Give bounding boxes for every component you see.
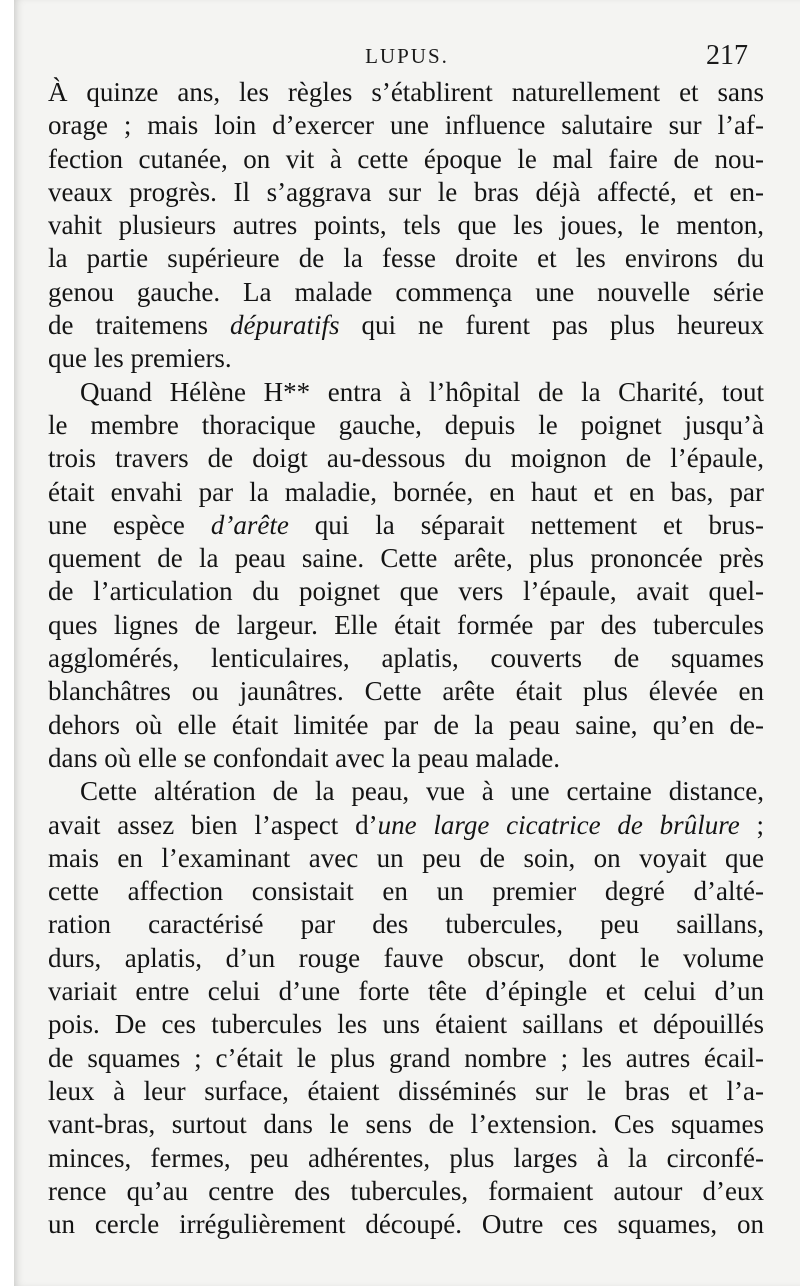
text-line: vahit plusieurs autres points, tels que les joues, le menton, — [48, 210, 764, 241]
paragraph-start: Cette altération de la peau, vue à une certaine distance, — [80, 776, 764, 807]
text-line: avait assez bien l’aspect d’une large cicatrice de brûlure ; — [48, 809, 764, 840]
text-line: trois travers de doigt au-dessous du moignon de l’épaule, — [48, 443, 764, 474]
text-line: de l’articulation du poignet que vers l’épaule, avait quel- — [48, 576, 764, 607]
text-line: de traitemens dépuratifs qui ne furent pas plus heureux — [48, 310, 764, 341]
italic-term: une large cicatrice de brûlure — [377, 809, 740, 840]
text-line: minces, fermes, peu adhérentes, plus larges à la circonfé- — [48, 1142, 764, 1173]
page-number: 217 — [706, 40, 748, 71]
running-title: LUPUS. — [365, 44, 449, 68]
italic-term: d’arête — [210, 509, 289, 540]
text-line: veaux progrès. Il s’aggrava sur le bras déjà affecté, et en- — [48, 176, 764, 207]
text-line: leux à leur surface, étaient disséminés sur le bras et l’a- — [48, 1075, 764, 1106]
text-line: vant-bras, surtout dans le sens de l’extension. Ces squames — [48, 1109, 764, 1140]
text-line: quement de la peau saine. Cette arête, plus prononcée près — [48, 543, 764, 574]
text-line: agglomérés, lenticulaires, aplatis, couverts de squames — [48, 643, 764, 674]
text-line: durs, aplatis, d’un rouge fauve obscur, dont le volume — [48, 942, 764, 973]
text-line: dans où elle se confondait avec la peau malade. — [48, 742, 561, 773]
paragraph-start: Quand Hélène H** entra à l’hôpital de la Charité, tout — [80, 376, 764, 407]
book-page — [14, 0, 800, 1286]
text-line: de squames ; c’était le plus grand nombre ; les autres écail- — [48, 1042, 764, 1073]
text-line: rence qu’au centre des tubercules, formaient autour d’eux — [48, 1175, 764, 1206]
text-line: blanchâtres ou jaunâtres. Cette arête était plus élevée en — [48, 676, 764, 707]
text-line: ration caractérisé par des tubercules, peu saillans, — [48, 909, 764, 940]
text-line: une espèce d’arête qui la séparait nettement et brus- — [48, 509, 764, 540]
text-line: fection cutanée, on vit à cette époque le mal faire de nou- — [48, 143, 764, 174]
running-header — [62, 40, 752, 74]
text-line: genou gauche. La malade commença une nouvelle série — [48, 276, 764, 307]
text-line: que les premiers. — [48, 343, 232, 374]
text-line: mais en l’examinant avec un peu de soin, on voyait que — [48, 842, 764, 873]
text-line: pois. De ces tubercules les uns étaient saillans et dépouillés — [48, 1009, 764, 1040]
text-line: le membre thoracique gauche, depuis le poignet jusqu’à — [48, 409, 764, 440]
text-line: cette affection consistait en un premier degré d’alté- — [48, 876, 764, 907]
text-line: était envahi par la maladie, bornée, en haut et en bas, par — [48, 476, 764, 507]
italic-term: dépuratifs — [229, 310, 340, 341]
text-line: À quinze ans, les règles s’établirent naturellement et sans — [48, 77, 764, 107]
text-line: orage ; mais loin d’exercer une influence salutaire sur l’af- — [48, 110, 764, 141]
text-line: variait entre celui d’une forte tête d’épingle et celui d’un — [48, 976, 764, 1007]
body-text — [48, 76, 764, 1241]
text-line: dehors où elle était limitée par de la peau saine, qu’en de- — [48, 709, 764, 740]
text-line: un cercle irrégulièrement découpé. Outre ces squames, on — [48, 1209, 764, 1240]
text-line: ques lignes de largeur. Elle était formée par des tubercules — [48, 609, 764, 640]
text-line: la partie supérieure de la fesse droite et les environs du — [48, 243, 764, 274]
